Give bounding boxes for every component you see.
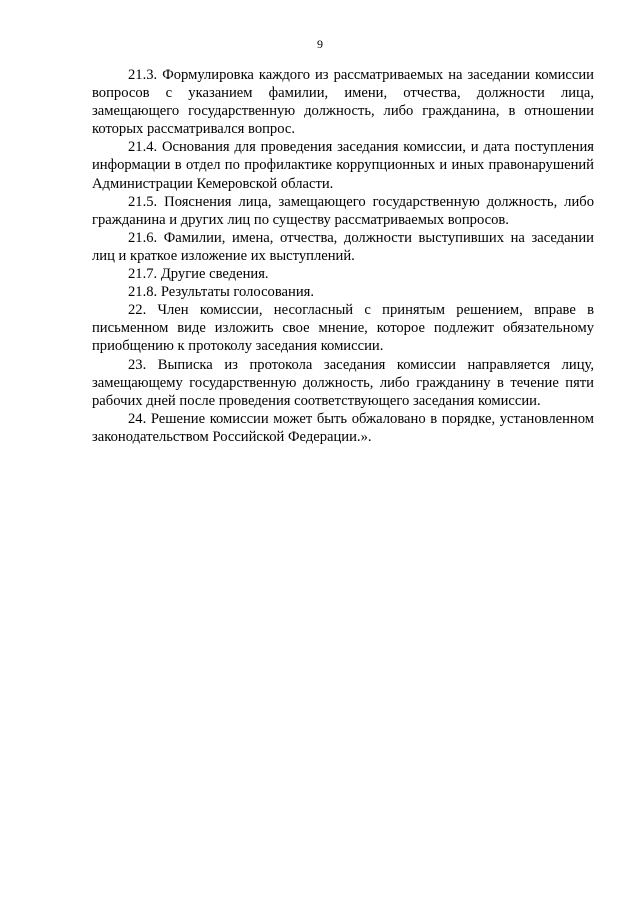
paragraph-21-7: 21.7. Другие сведения. [128, 266, 269, 283]
paragraph-21-8: 21.8. Результаты голосования. [128, 284, 314, 301]
paragraph-23: 23. Выписка из протокола заседания комиссии направляется лицу, замещающему государственную должность, либо гражданину в течение пяти рабочих дней после проведения соответствующего заседания комиссии. [92, 356, 594, 409]
paragraph-24: 24. Решение комиссии может быть обжаловано в порядке, установленном законодательством Российской Федерации.». [92, 410, 594, 445]
document-body [92, 66, 594, 446]
paragraph-21-3: 21.3. Формулировка каждого из рассматриваемых на заседании комиссии вопросов с указанием фамилии, имени, отчества, должности лица, замещающего государственную должность, либо гражданина, в отношении которых рассматривался вопрос. [92, 67, 594, 138]
paragraph-21-6: 21.6. Фамилии, имена, отчества, должности выступивших на заседании лиц и краткое изложение их выступлений. [92, 229, 594, 264]
paragraph-21-5: 21.5. Пояснения лица, замещающего государственную должность, либо гражданина и других лиц по существу рассматриваемых вопросов. [92, 193, 594, 228]
paragraph-22: 22. Член комиссии, несогласный с принятым решением, вправе в письменном виде изложить свое мнение, которое подлежит обязательному приобщению к протоколу заседания комиссии. [92, 302, 594, 355]
paragraph-21-4: 21.4. Основания для проведения заседания комиссии, и дата поступления информации в отдел по профилактике коррупционных и иных правонарушений Администрации Кемеровской области. [92, 139, 594, 192]
page-number: 9 [317, 37, 323, 51]
